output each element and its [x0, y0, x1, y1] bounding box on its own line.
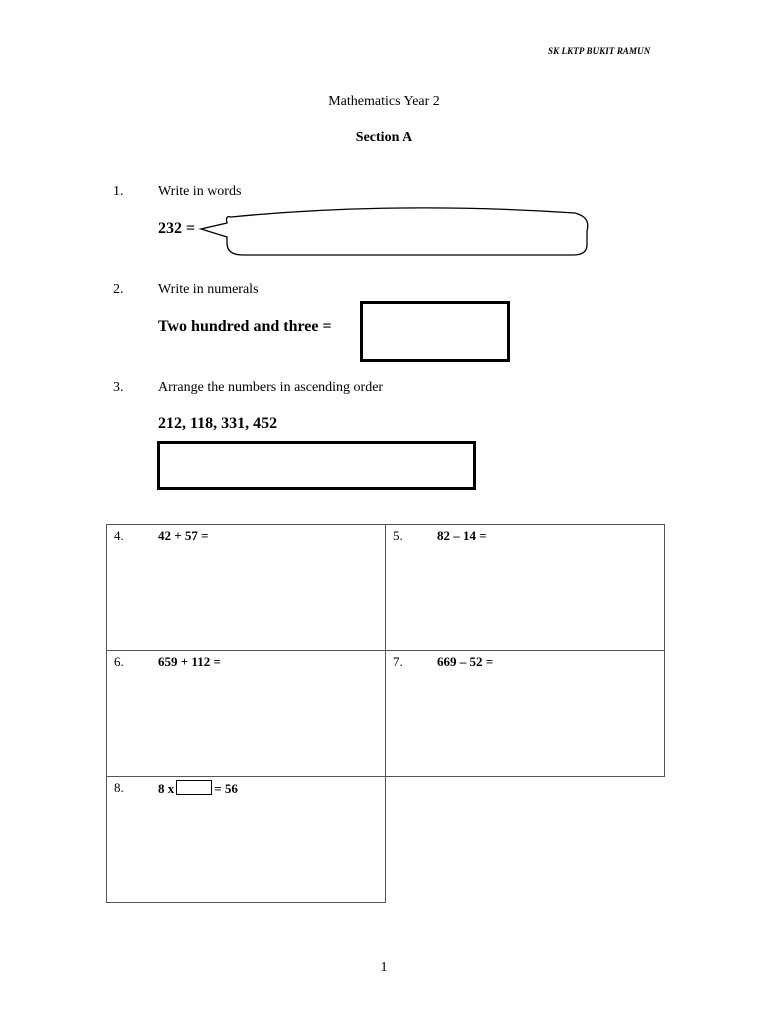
question-7-expression: 669 – 52 = — [437, 654, 494, 669]
question-7-cell — [386, 651, 665, 777]
question-8-cell — [107, 777, 386, 903]
question-2-expression: Two hundred and three = — [158, 318, 332, 335]
question-1-text: Write in words — [158, 184, 242, 199]
question-2-answer-box — [360, 301, 510, 362]
section-heading: Section A — [355, 130, 413, 145]
question-5-number: 5. — [393, 528, 403, 543]
question-3-number: 3. — [113, 380, 124, 395]
question-6-number: 6. — [114, 654, 124, 669]
question-3-numbers: 212, 118, 331, 452 — [158, 415, 278, 432]
school-header: SK LKTP BUKIT RAMUN — [548, 46, 651, 56]
question-3-answer-box — [157, 441, 476, 490]
question-4-cell — [107, 525, 386, 651]
question-1-number: 1. — [113, 184, 124, 199]
question-4-expression: 42 + 57 = — [158, 528, 209, 543]
question-5-expression: 82 – 14 = — [437, 528, 487, 543]
page-number: 1 — [380, 960, 388, 975]
question-7-number: 7. — [393, 654, 403, 669]
question-2-number: 2. — [113, 282, 124, 297]
computation-grid — [106, 524, 665, 903]
question-1-expression: 232 = — [158, 220, 196, 237]
page-title: Mathematics Year 2 — [328, 94, 440, 109]
question-5-cell — [386, 525, 665, 651]
question-8-number: 8. — [114, 780, 124, 795]
question-6-expression: 659 + 112 = — [158, 654, 221, 669]
question-4-number: 4. — [114, 528, 124, 543]
question-8-expression — [158, 780, 238, 797]
empty-cell — [386, 777, 665, 903]
speech-bubble-answer — [195, 205, 593, 261]
question-8-expression-right: = 56 — [214, 781, 238, 796]
question-8-expression-left: 8 x — [158, 781, 175, 796]
question-6-cell — [107, 651, 386, 777]
question-2-text: Write in numerals — [158, 282, 259, 297]
question-3-text: Arrange the numbers in ascending order — [158, 380, 384, 395]
question-8-blank-box — [176, 780, 212, 795]
